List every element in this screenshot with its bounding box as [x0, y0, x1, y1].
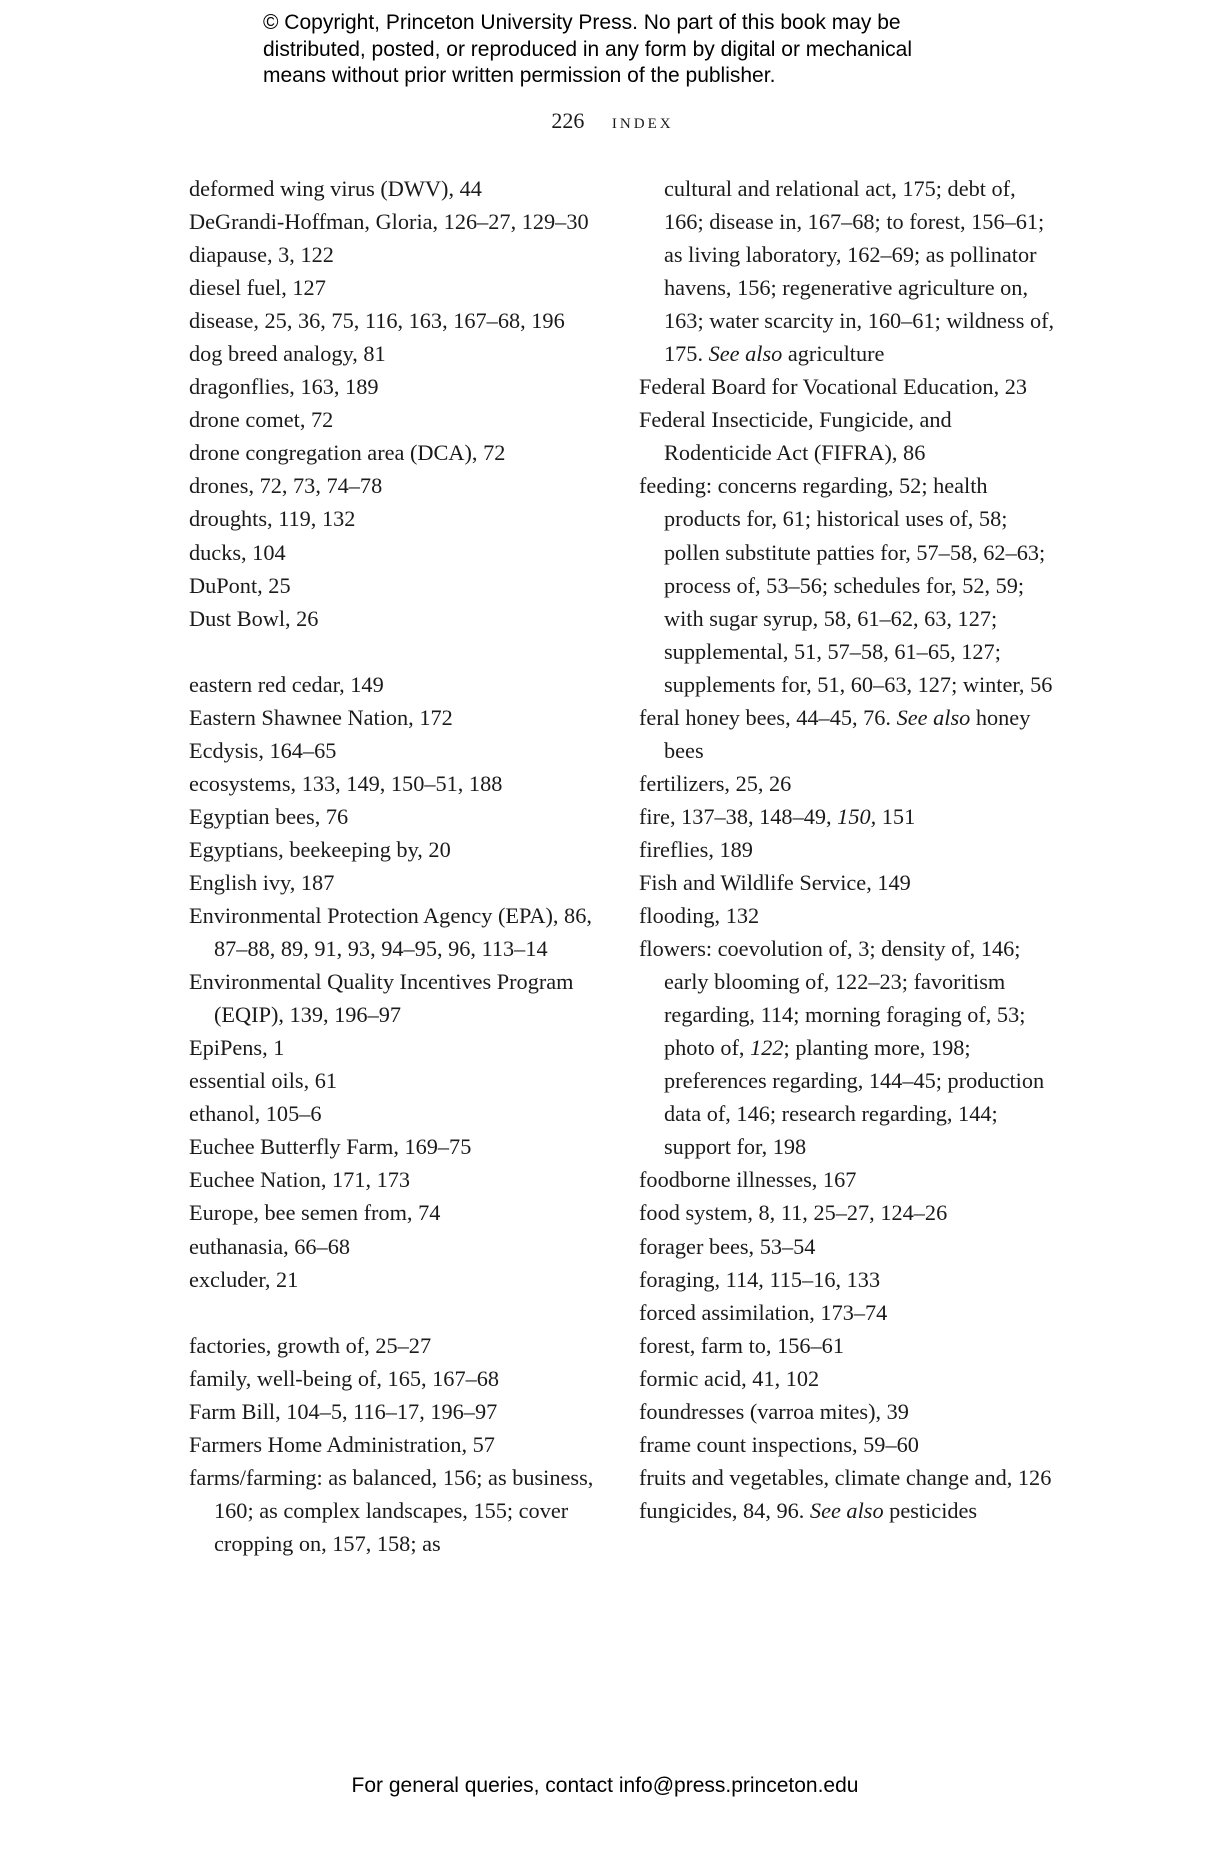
- letter-group-gap: [189, 635, 599, 668]
- entry-text: fertilizers, 25, 26: [639, 770, 792, 796]
- index-entry: [639, 866, 1059, 899]
- index-entry: [639, 899, 1059, 932]
- italic-text: See also: [809, 1497, 884, 1523]
- index-entry: [189, 602, 599, 635]
- index-entry: [189, 370, 599, 403]
- index-entry: [189, 238, 599, 271]
- entry-text: diesel fuel, 127: [189, 275, 326, 301]
- index-entry: [189, 1461, 599, 1560]
- entry-text: feeding: concerns regarding, 52; health products for, 61; historical uses of, 58; pollen substitute patties for, 57–58, 62–63; process of, 53–56; schedules for, 52, 59; with sugar syrup, 58, 61–62, 63, 127; supplemental, 51, 57–58, 61–65, 127; supplements for, 51, 60–63, 127; winter, 56: [639, 473, 1053, 697]
- entry-text: dog breed analogy, 81: [189, 341, 386, 367]
- index-entry: [639, 701, 1059, 767]
- index-entry: [639, 833, 1059, 866]
- index-entry: [189, 1395, 599, 1428]
- index-entry: [189, 1362, 599, 1395]
- entry-text: ducks, 104: [189, 539, 286, 565]
- index-entry: [639, 1196, 1059, 1229]
- index-entry-continued: [639, 172, 1059, 370]
- index-column-left: [189, 172, 599, 1560]
- index-entry: [189, 1163, 599, 1196]
- index-entry: [189, 1130, 599, 1163]
- entry-text: Environmental Quality Incentives Program (EQIP), 139, 196–97: [189, 969, 574, 1028]
- index-entry: [189, 403, 599, 436]
- entry-text: forced assimilation, 173–74: [639, 1299, 888, 1325]
- copyright-line: means without prior written permission of the publisher.: [263, 64, 776, 87]
- entry-text: formic acid, 41, 102: [639, 1365, 820, 1391]
- index-entry: [189, 1428, 599, 1461]
- entry-text: foodborne illnesses, 167: [639, 1167, 857, 1193]
- index-entry: [639, 1395, 1059, 1428]
- copyright-notice: [263, 10, 1023, 90]
- entry-text: ; planting more, 198; preferences regarding, 144–45; production data of, 146; research regarding, 144; support for, 198: [664, 1035, 1045, 1160]
- entry-text: pesticides: [883, 1497, 978, 1523]
- index-entry: [189, 569, 599, 602]
- entry-text: disease, 25, 36, 75, 116, 163, 167–68, 196: [189, 308, 565, 334]
- entry-text: Egyptian bees, 76: [189, 803, 349, 829]
- entry-text: Farmers Home Administration, 57: [189, 1431, 495, 1457]
- italic-text: See also: [896, 704, 971, 730]
- italic-text: See also: [708, 341, 783, 367]
- index-entry: [189, 800, 599, 833]
- entry-text: deformed wing virus (DWV), 44: [189, 176, 482, 201]
- index-entry: [639, 1428, 1059, 1461]
- entry-text: flooding, 132: [639, 903, 760, 929]
- entry-text: ecosystems, 133, 149, 150–51, 188: [189, 770, 503, 796]
- index-entry: [639, 1494, 1059, 1527]
- entry-text: Egyptians, beekeeping by, 20: [189, 836, 451, 862]
- index-entry: [189, 1230, 599, 1263]
- index-entry: [189, 1263, 599, 1296]
- index-entry: [189, 866, 599, 899]
- entry-text: EpiPens, 1: [189, 1035, 285, 1061]
- entry-text: forest, farm to, 156–61: [639, 1332, 844, 1358]
- italic-text: 122: [750, 1035, 784, 1061]
- entry-text: fire, 137–38, 148–49,: [639, 803, 838, 829]
- entry-text: fruits and vegetables, climate change and, 126: [639, 1464, 1052, 1490]
- entry-text: foraging, 114, 115–16, 133: [639, 1266, 881, 1292]
- index-entry: [189, 536, 599, 569]
- index-entry: [639, 370, 1059, 403]
- entry-text: dragonflies, 163, 189: [189, 374, 379, 400]
- entry-text: foundresses (varroa mites), 39: [639, 1398, 909, 1424]
- entry-text: drone comet, 72: [189, 407, 334, 433]
- entry-text: family, well-being of, 165, 167–68: [189, 1365, 500, 1391]
- entry-text: flowers: coevolution of, 3; density of, 146; early blooming of, 122–23; favoritism regarding, 114; morning foraging of, 53; photo of,: [639, 936, 1026, 1061]
- index-entry: [189, 1097, 599, 1130]
- entry-text: frame count inspections, 59–60: [639, 1431, 919, 1457]
- index-entry: [189, 1329, 599, 1362]
- index-entry: [639, 767, 1059, 800]
- entry-text: farms/farming: as balanced, 156; as business, 160; as complex landscapes, 155; cover cropping on, 157, 158; as: [189, 1464, 594, 1556]
- entry-text: Eastern Shawnee Nation, 172: [189, 704, 453, 730]
- entry-text: Euchee Nation, 171, 173: [189, 1167, 411, 1193]
- footer-contact: For general queries, contact info@press.princeton.edu: [351, 1774, 859, 1797]
- entry-text: excluder, 21: [189, 1266, 299, 1292]
- entry-text: euthanasia, 66–68: [189, 1233, 350, 1259]
- entry-text: droughts, 119, 132: [189, 506, 356, 532]
- index-entry: [189, 767, 599, 800]
- entry-text: DeGrandi-Hoffman, Gloria, 126–27, 129–30: [189, 209, 589, 235]
- entry-text: food system, 8, 11, 25–27, 124–26: [639, 1200, 948, 1226]
- index-entry: [189, 734, 599, 767]
- running-head: [0, 108, 1225, 134]
- entry-text: English ivy, 187: [189, 869, 335, 895]
- index-entry: [639, 1362, 1059, 1395]
- entry-text: Federal Insecticide, Fungicide, and Rodenticide Act (FIFRA), 86: [639, 407, 952, 466]
- index-entry: [639, 800, 1059, 833]
- italic-text: 150,: [837, 803, 877, 829]
- entry-text: Farm Bill, 104–5, 116–17, 196–97: [189, 1398, 498, 1424]
- entry-text: drones, 72, 73, 74–78: [189, 473, 383, 499]
- index-entry: [189, 172, 599, 205]
- index-entry: [189, 899, 599, 965]
- index-entry: [189, 833, 599, 866]
- entry-text: essential oils, 61: [189, 1068, 338, 1094]
- entry-text: factories, growth of, 25–27: [189, 1332, 432, 1358]
- index-entry: [639, 1461, 1059, 1494]
- index-entry: [189, 1196, 599, 1229]
- entry-text: honey bees: [664, 704, 1031, 763]
- entry-text: Dust Bowl, 26: [189, 605, 319, 631]
- index-entry: [189, 469, 599, 502]
- letter-group-gap: [189, 1296, 599, 1329]
- page-number: 226: [551, 108, 585, 133]
- index-entry: [189, 965, 599, 1031]
- entry-text: DuPont, 25: [189, 572, 291, 598]
- index-entry: [639, 1329, 1059, 1362]
- index-entry: [189, 337, 599, 370]
- entry-text: fireflies, 189: [639, 836, 753, 862]
- entry-text: agriculture: [782, 341, 885, 367]
- index-entry: [639, 1230, 1059, 1263]
- entry-text: feral honey bees, 44–45, 76.: [639, 704, 897, 730]
- entry-text: diapause, 3, 122: [189, 242, 334, 268]
- index-entry: [189, 304, 599, 337]
- index-entry: [639, 1263, 1059, 1296]
- index-entry: [189, 205, 599, 238]
- index-entry: [189, 701, 599, 734]
- index-entry: [639, 403, 1059, 469]
- index-entry: [189, 271, 599, 304]
- entry-text: Federal Board for Vocational Education, 23: [639, 374, 1028, 400]
- index-entry: [639, 1296, 1059, 1329]
- index-entry: [639, 1163, 1059, 1196]
- entry-text: 151: [876, 803, 916, 829]
- entry-text: Europe, bee semen from, 74: [189, 1200, 441, 1226]
- index-entry: [639, 932, 1059, 1163]
- index-entry: [189, 1031, 599, 1064]
- index-entry: [189, 502, 599, 535]
- entry-text: ethanol, 105–6: [189, 1101, 322, 1127]
- entry-text: Ecdysis, 164–65: [189, 737, 337, 763]
- entry-text: forager bees, 53–54: [639, 1233, 816, 1259]
- entry-text: drone congregation area (DCA), 72: [189, 440, 506, 466]
- entry-text: Environmental Protection Agency (EPA), 86, 87–88, 89, 91, 93, 94–95, 96, 113–14: [189, 903, 592, 962]
- section-title: index: [611, 108, 674, 133]
- entry-text: Euchee Butterfly Farm, 169–75: [189, 1134, 472, 1160]
- entry-text: fungicides, 84, 96.: [639, 1497, 810, 1523]
- index-entry: [639, 469, 1059, 700]
- index-column-right: [639, 172, 1059, 1527]
- index-entry: [189, 436, 599, 469]
- copyright-line: © Copyright, Princeton University Press. No part of this book may be: [263, 11, 901, 34]
- copyright-line: distributed, posted, or reproduced in any form by digital or mechanical: [263, 37, 913, 61]
- entry-text: cultural and relational act, 175; debt of, 166; disease in, 167–68; to forest, 156–61; as living laboratory, 162–69; as pollinator havens, 156; regenerative agriculture on, 163; water scarcity in, 160–61; wildness of, 175.: [664, 176, 1055, 367]
- entry-text: eastern red cedar, 149: [189, 671, 384, 697]
- entry-text: Fish and Wildlife Service, 149: [639, 869, 911, 895]
- index-entry: [189, 668, 599, 701]
- index-entry: [189, 1064, 599, 1097]
